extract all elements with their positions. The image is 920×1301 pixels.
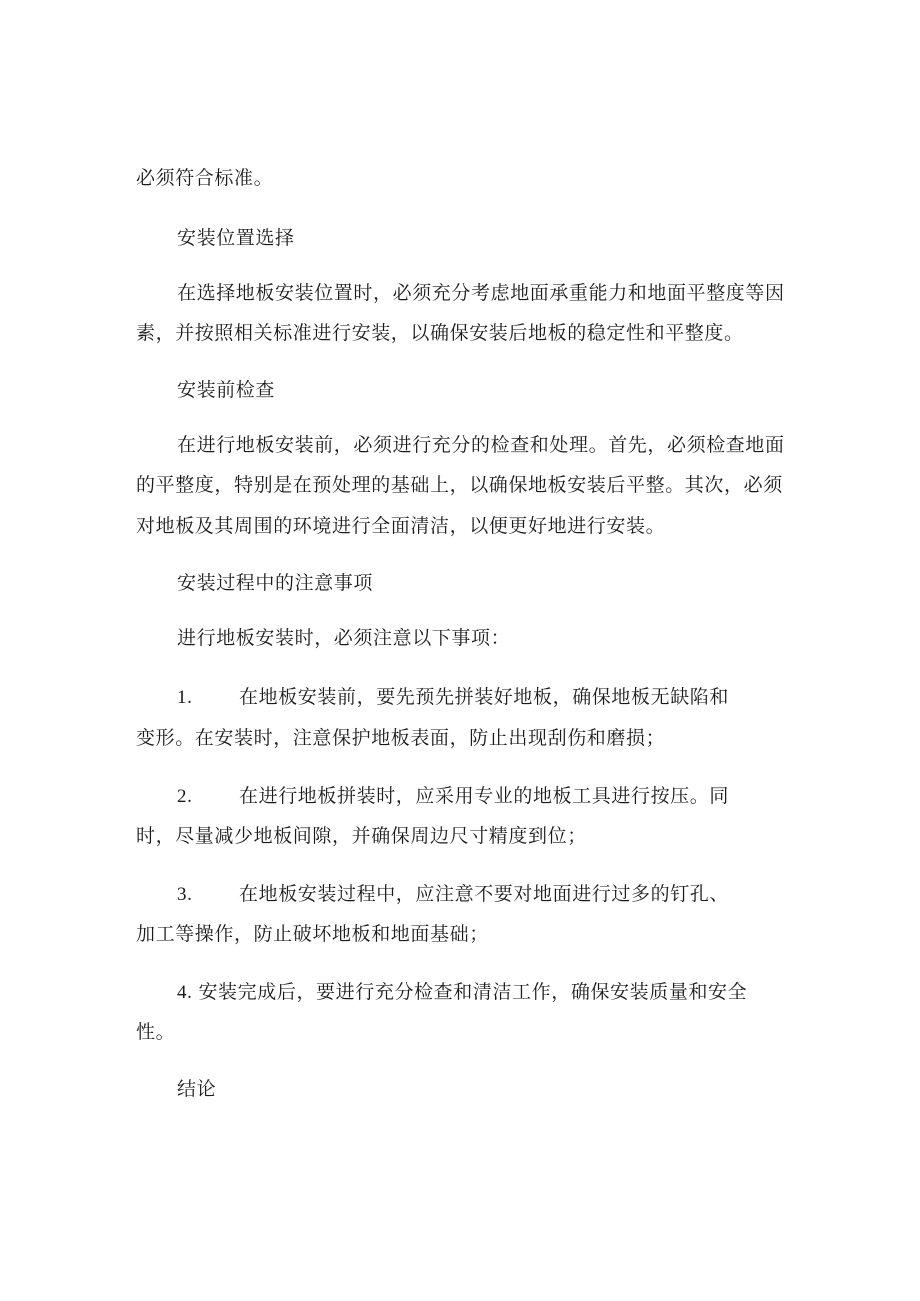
list-item-3 (177, 882, 729, 907)
paragraph-line: 素，并按照相关标准进行安装，以确保安装后地板的稳定性和平整度。 (136, 322, 744, 344)
list-item-2 (177, 784, 729, 809)
paragraph-line: 对地板及其周围的环境进行全面清洁，以便更好地进行安装。 (136, 515, 666, 537)
section-heading-install-location: 安装位置选择 (177, 227, 295, 249)
paragraph-line: 在进行地板安装前，必须进行充分的检查和处理。首先，必须检查地面 (177, 434, 785, 456)
list-item-2-continuation: 时，尽量减少地板间隙，并确保周边尺寸精度到位； (136, 825, 587, 847)
list-item-1-continuation: 变形。在安装时，注意保护地板表面，防止出现刮伤和磨损； (136, 727, 666, 749)
list-item-1 (177, 685, 729, 710)
list-item-4 (177, 980, 747, 1005)
paragraph-line: 必须符合标准。 (136, 167, 274, 189)
paragraph-line: 在选择地板安装位置时，必须充分考虑地面承重能力和地面平整度等因 (177, 282, 785, 304)
list-item-4-continuation: 性。 (136, 1021, 176, 1043)
list-number: 3. (177, 884, 193, 905)
list-number: 1. (177, 687, 193, 708)
list-text: 在进行地板拼装时，应采用专业的地板工具进行按压。同 (239, 785, 730, 807)
section-heading-conclusion: 结论 (177, 1078, 217, 1100)
list-number: 2. (177, 786, 193, 807)
list-item-3-continuation: 加工等操作，防止破坏地板和地面基础； (136, 923, 489, 945)
paragraph-line: 的平整度，特别是在预处理的基础上，以确保地板安装后平整。其次，必须 (136, 474, 783, 496)
section-heading-install-notes: 安装过程中的注意事项 (177, 572, 374, 594)
list-number: 4. (177, 982, 193, 1003)
list-text: 在地板安装过程中，应注意不要对地面进行过多的钉孔、 (239, 883, 730, 905)
list-text: 安装完成后，要进行充分检查和清洁工作，确保安装质量和安全 (198, 981, 748, 1003)
paragraph-line: 进行地板安装时，必须注意以下事项： (177, 627, 511, 649)
section-heading-pre-install-check: 安装前检查 (177, 379, 276, 401)
list-text: 在地板安装前，要先预先拼装好地板，确保地板无缺陷和 (239, 686, 730, 708)
